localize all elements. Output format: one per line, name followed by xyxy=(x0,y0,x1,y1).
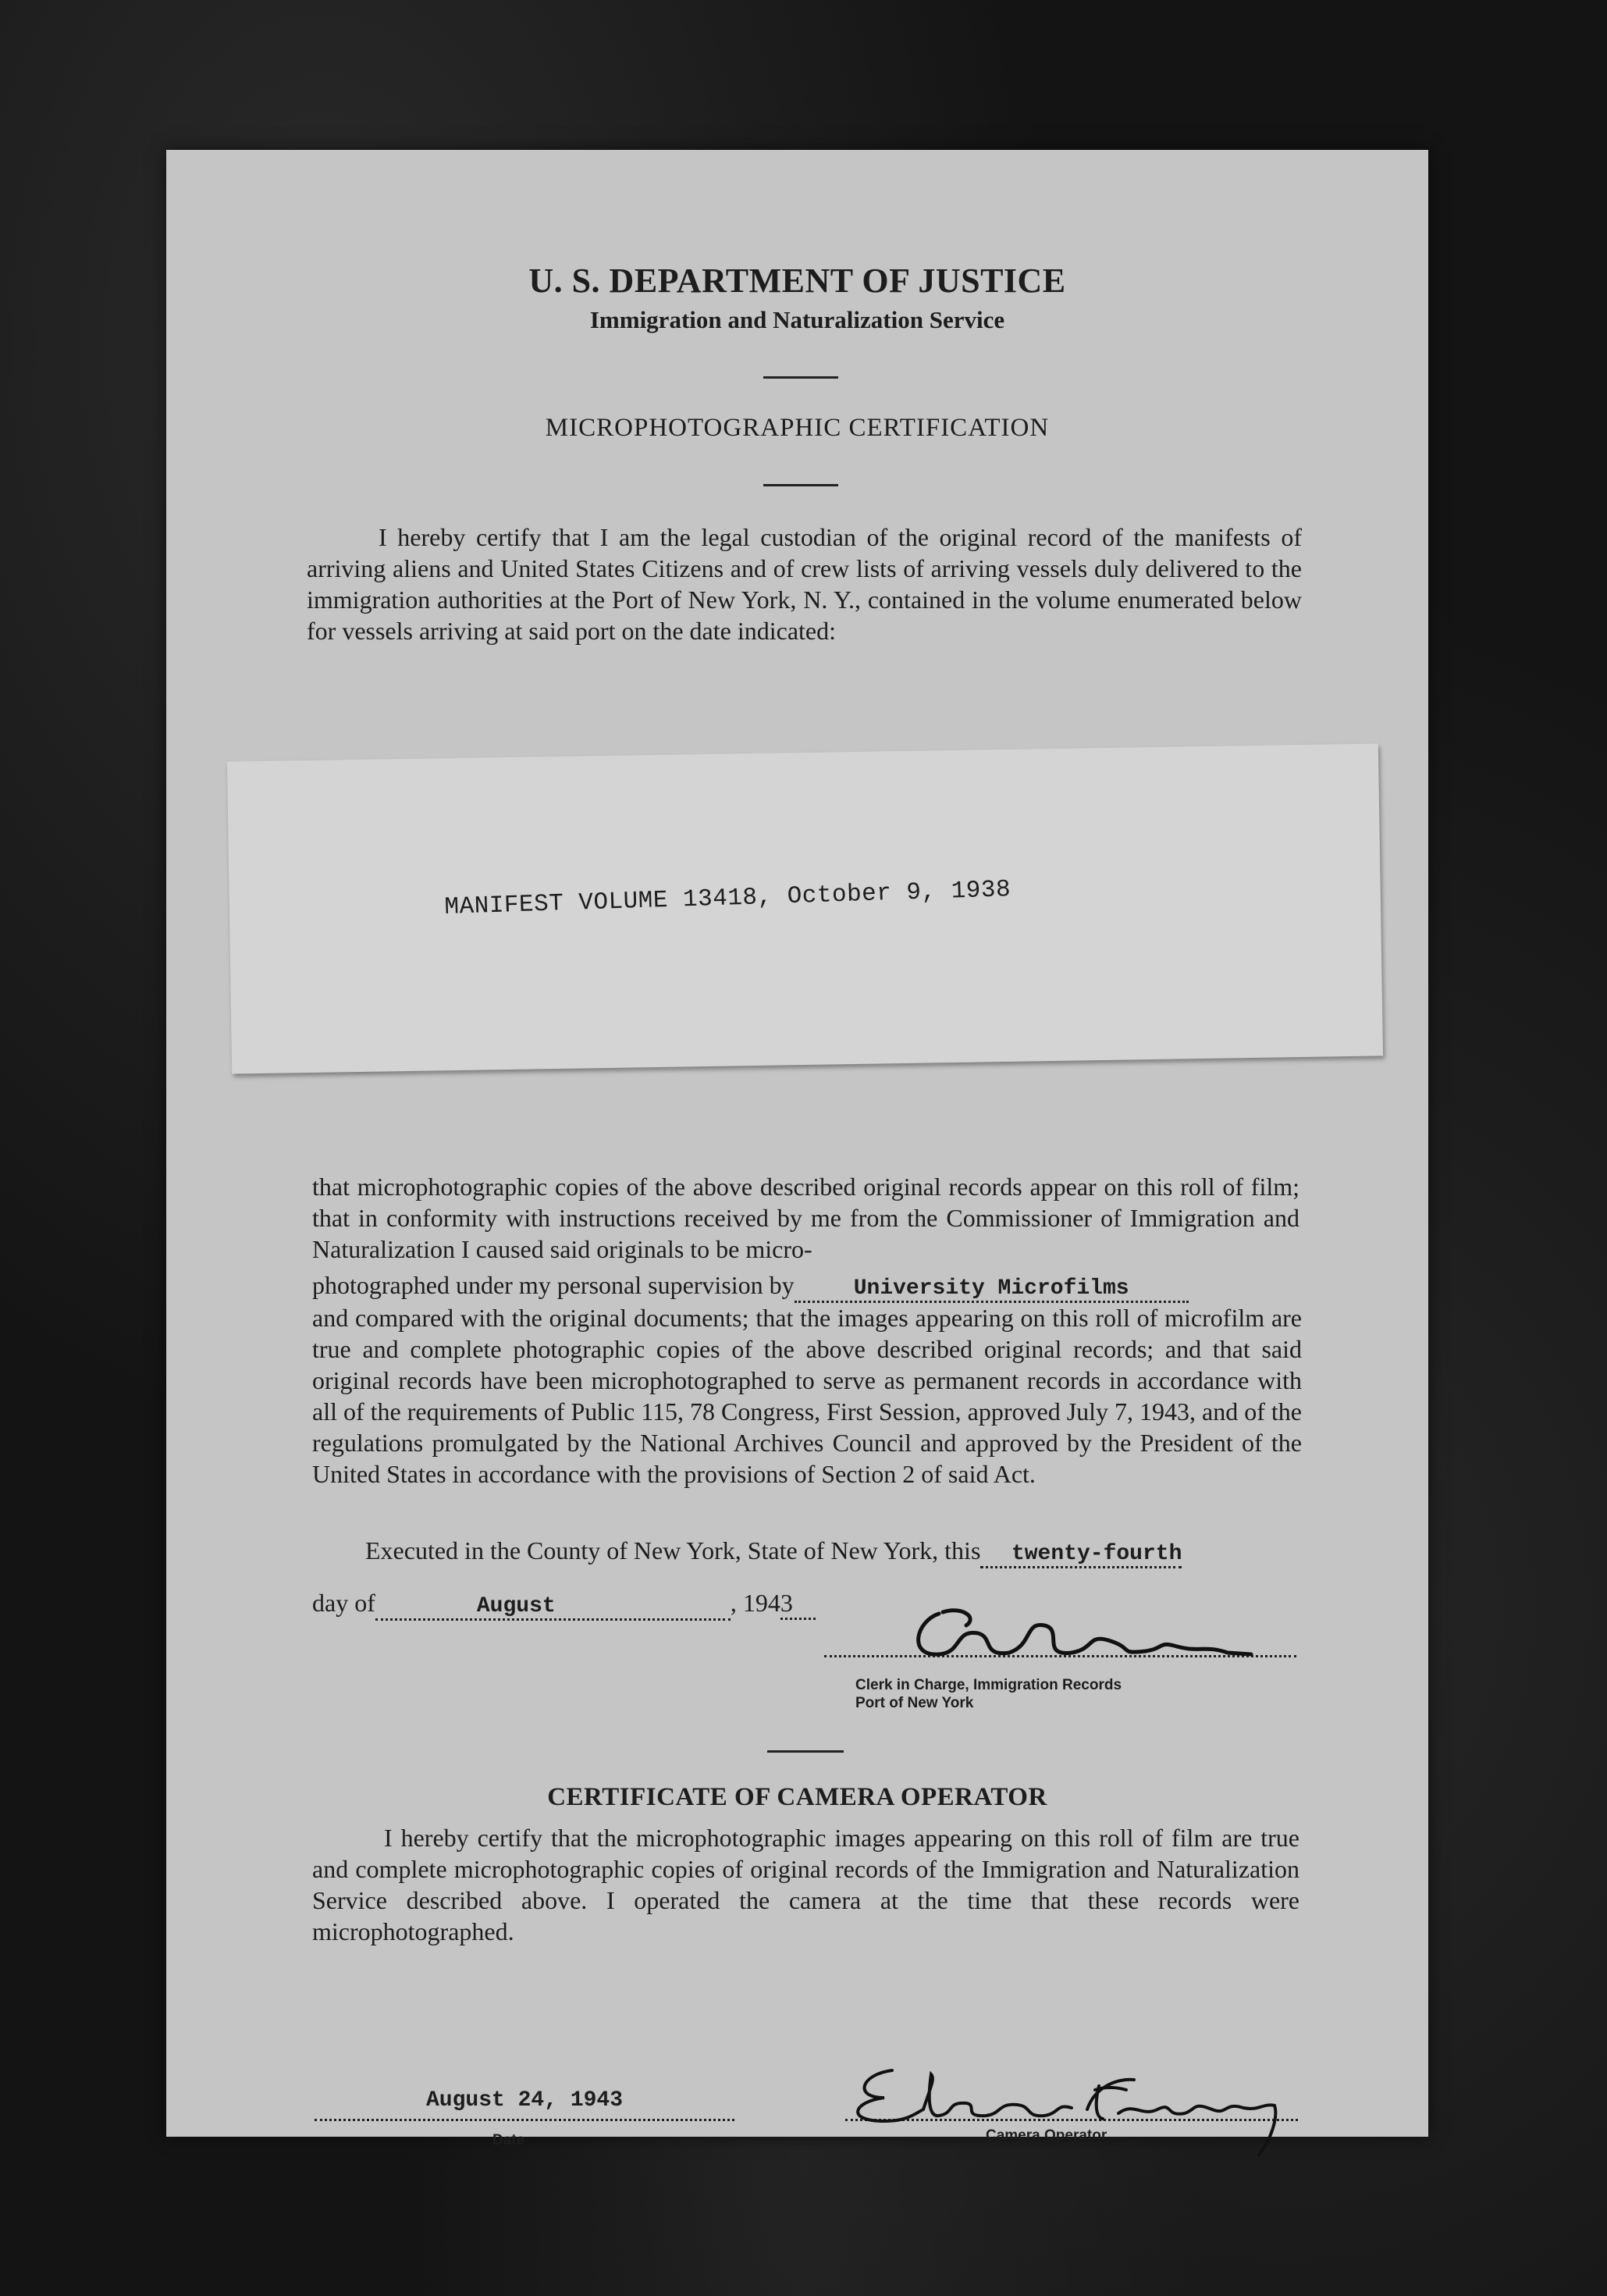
date-field xyxy=(315,2119,734,2121)
supervision-line xyxy=(312,1271,1189,1303)
day-of-label: day of xyxy=(312,1589,375,1617)
month-value: August xyxy=(476,1594,556,1618)
manifest-volume-text: MANIFEST VOLUME 13418, October 9, 1938 xyxy=(444,876,1011,921)
supervisor-field xyxy=(795,1271,1189,1303)
executed-day-value: twenty-fourth xyxy=(1011,1542,1182,1566)
divider-rule xyxy=(763,484,838,486)
divider-rule xyxy=(763,376,838,379)
department-heading: U. S. DEPARTMENT OF JUSTICE xyxy=(528,262,1066,300)
intro-paragraph: I hereby certify that I am the legal custodian of the original record of the manifests of arriving aliens and United States Citizens and of crew lists of arriving vessels duly delivered to the immigration authorities at the Port of New York, N. Y., contained in the volume enumerated below for vessels arriving at said port on the date indicated: xyxy=(307,523,1302,645)
year-field xyxy=(780,1589,816,1620)
camera-operator-label: Camera Operator xyxy=(986,2127,1107,2144)
date-label: Date xyxy=(492,2132,525,2148)
supervisor-value: University Microfilms xyxy=(853,1276,1129,1301)
month-field xyxy=(375,1589,731,1621)
camera-certificate-text: I hereby certify that the microphotographic images appearing on this roll of film are true and complete microphotographic copies of original records of the Immigration and Naturalization Service described above. I operated the camera at the time that these records were microphotographed. xyxy=(312,1824,1299,1945)
clerk-signature xyxy=(908,1598,1275,1668)
certification-document xyxy=(166,150,1428,2148)
date-line xyxy=(312,1589,816,1621)
clerk-title xyxy=(855,1676,1122,1712)
service-subheading: Immigration and Naturalization Service xyxy=(589,306,1005,333)
clerk-title-line1: Clerk in Charge, Immigration Records xyxy=(855,1677,1122,1693)
year-prefix: , 194 xyxy=(730,1589,780,1617)
clerk-title-line2: Port of New York xyxy=(855,1695,974,1711)
executed-line xyxy=(365,1536,1182,1568)
date-value: August 24, 1943 xyxy=(426,2088,624,2113)
body-paragraph-part2: and compared with the original documents; that the images appearing on this roll of microfilm are true and complete photographic copies of the above described original records; and that said original records have been microphotographed to serve as permanent records in accordance with all of the requirements of Public 115, 78 Congress, First Session, approved July 7, 1943, and of the regulations promulgated by the National Archives Council and approved by the President of the United States in accordance with the provisions of Section 2 of said Act. xyxy=(312,1304,1302,1488)
certification-title: MICROPHOTOGRAPHIC CERTIFICATION xyxy=(545,414,1050,442)
executed-day-field xyxy=(980,1536,1182,1568)
divider-rule xyxy=(767,1750,844,1753)
body-paragraph-part1: that microphotographic copies of the above described original records appear on this roll of film; that in conformity with instructions received by me from the Commissioner of Immigration and Naturalization I caused said originals to be micro- xyxy=(312,1173,1299,1263)
executed-prefix: Executed in the County of New York, State of New York, this xyxy=(365,1536,981,1564)
camera-certificate-title: CERTIFICATE OF CAMERA OPERATOR xyxy=(547,1783,1047,1811)
supervision-prefix: photographed under my personal supervision by xyxy=(312,1271,795,1299)
year-value: 3 xyxy=(780,1589,793,1617)
